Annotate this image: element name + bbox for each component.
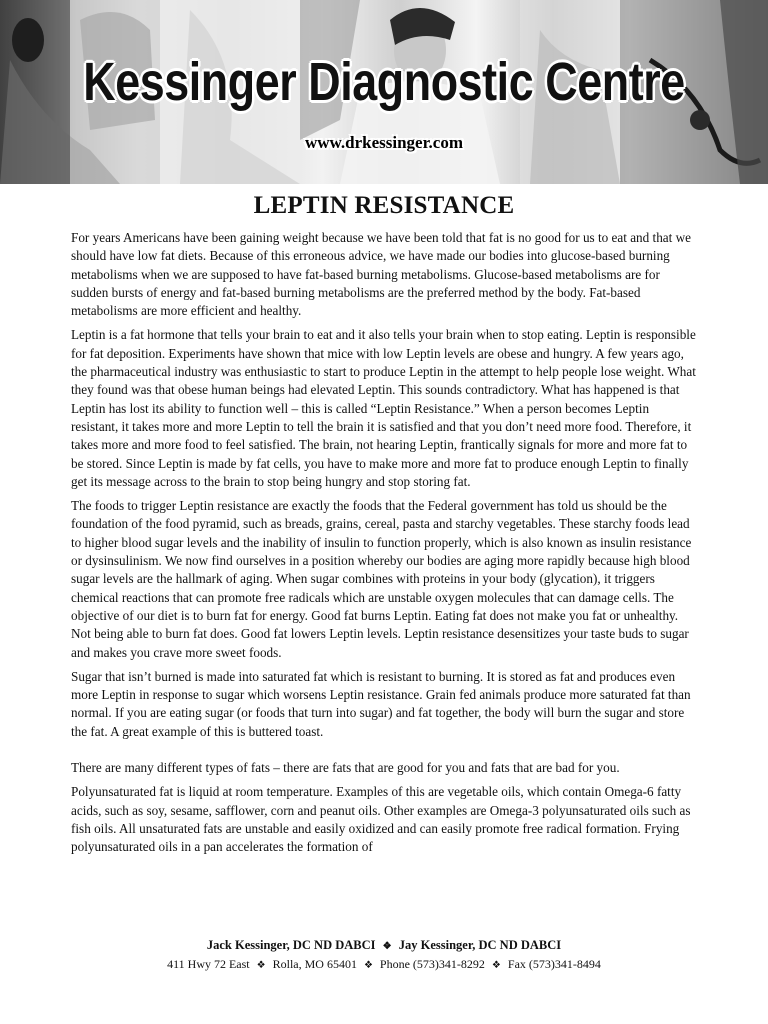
doctor-name-jack: Jack Kessinger, DC ND DABCI [206, 938, 376, 952]
footer-phone: Phone (573)341-8292 [379, 957, 485, 971]
diamond-separator-icon: ❖ [491, 960, 501, 971]
paragraph-intro: For years Americans have been gaining weight because we have been told that fat is no good for us to eat and that we should have low fat diets. Because of this erroneous advice, we have made our bodies into glucose-based burning metabolisms when we are supposed to have fat-based burning metabolisms. Glucose-based metabolisms are for sudden bursts of energy and fat-based burning metabolisms are the preferred method by the body. Fat-based metabolisms are more efficient and healthy. [71, 230, 691, 319]
doctor-name-jay: Jay Kessinger, DC ND DABCI [398, 938, 562, 952]
document-title: LEPTIN RESISTANCE [253, 192, 515, 219]
diamond-separator-icon: ❖ [363, 960, 373, 971]
footer-contact [0, 956, 768, 974]
footer [0, 936, 768, 974]
clinic-website-link[interactable]: www.drkessinger.com [304, 133, 464, 152]
diamond-separator-icon: ❖ [382, 941, 392, 952]
footer-city: Rolla, MO 65401 [272, 957, 357, 971]
footer-doctors [0, 936, 768, 956]
clinic-name: Kessinger Diagnostic Centre [83, 52, 685, 112]
paragraph-trigger-foods: The foods to trigger Leptin resistance are exactly the foods that the Federal government has told us should be the foundation of the food pyramid, such as breads, grains, cereal, pasta and starchy vegetables. These starchy foods lead to higher blood sugar levels and the inability of insulin to function properly, which is also known as insulin resistance or dysinsulinism. We now find ourselves in a position whereby our bodies are aging more rapidly because high blood sugar levels are the hallmark of aging. When sugar combines with proteins in your body (glycation), it triggers chemical reactions that can promote free radicals which are unstable oxygen molecules that can damage cells. The objective of our diet is to burn fat for energy. Good fat burns Leptin. Eating fat does not make you fat or unhealthy. Not being able to burn fat does. Good fat lowers Leptin levels. Leptin resistance desensitizes your taste buds to sugar and makes you crave more sweet foods. [71, 498, 692, 660]
document-body [71, 229, 696, 919]
header-banner [0, 0, 768, 184]
footer-address: 411 Hwy 72 East [167, 957, 250, 971]
paragraph-fat-types: There are many different types of fats – there are fats that are good for you and fats that are bad for you. [71, 760, 620, 776]
paragraph-polyunsaturated: Polyunsaturated fat is liquid at room temperature. Examples of this are vegetable oils, which contain Omega-6 fatty acids, such as soy, sesame, safflower, corn and peanut oils. Other examples are Omega-3 polyunsaturated oils such as fish oils. All unsaturated fats are unstable and easily oxidized and can easily promote free radical formation. Frying polyunsaturated oils in a pan accelerates the formation of [71, 784, 691, 855]
paragraph-sugar: Sugar that isn’t burned is made into saturated fat which is resistant to burning. It is stored as fat and produces even more Leptin in response to sugar which worsens Leptin resistance. Grain fed animals produce more saturated fat than normal. If you are eating sugar (or foods that turn into sugar) and fat together, the body will burn the sugar and store the fat. A great example of this is buttered toast. [71, 668, 691, 739]
paragraph-leptin-hormone: Leptin is a fat hormone that tells your brain to eat and it also tells your brain when to stop eating. Leptin is responsible for fat deposition. Experiments have shown that mice with low Leptin levels are obese and hungry. A few years ago, the pharmaceutical industry was enthusiastic to start to produce Leptin in the attempt to help people lose weight. What they found was that obese human beings had elevated Leptin. This sounds contradictory. What has happened is that Leptin has lost its ability to function well – this is called “Leptin Resistance.” When a person becomes Leptin resistant, it takes more and more Leptin to tell the brain it is satisfied and that you don’t need more food. Therefore, it takes more and more food to feel satisfied. The brain, not hearing Leptin, frantically signals for more and more fat to be stored. Since Leptin is made by fat cells, you have to make more and more fat to produce enough Leptin to finally get its message across to the brain to stop being hungry and stop storing fat. [71, 327, 696, 489]
diamond-separator-icon: ❖ [256, 960, 266, 971]
footer-fax: Fax (573)341-8494 [507, 957, 601, 971]
